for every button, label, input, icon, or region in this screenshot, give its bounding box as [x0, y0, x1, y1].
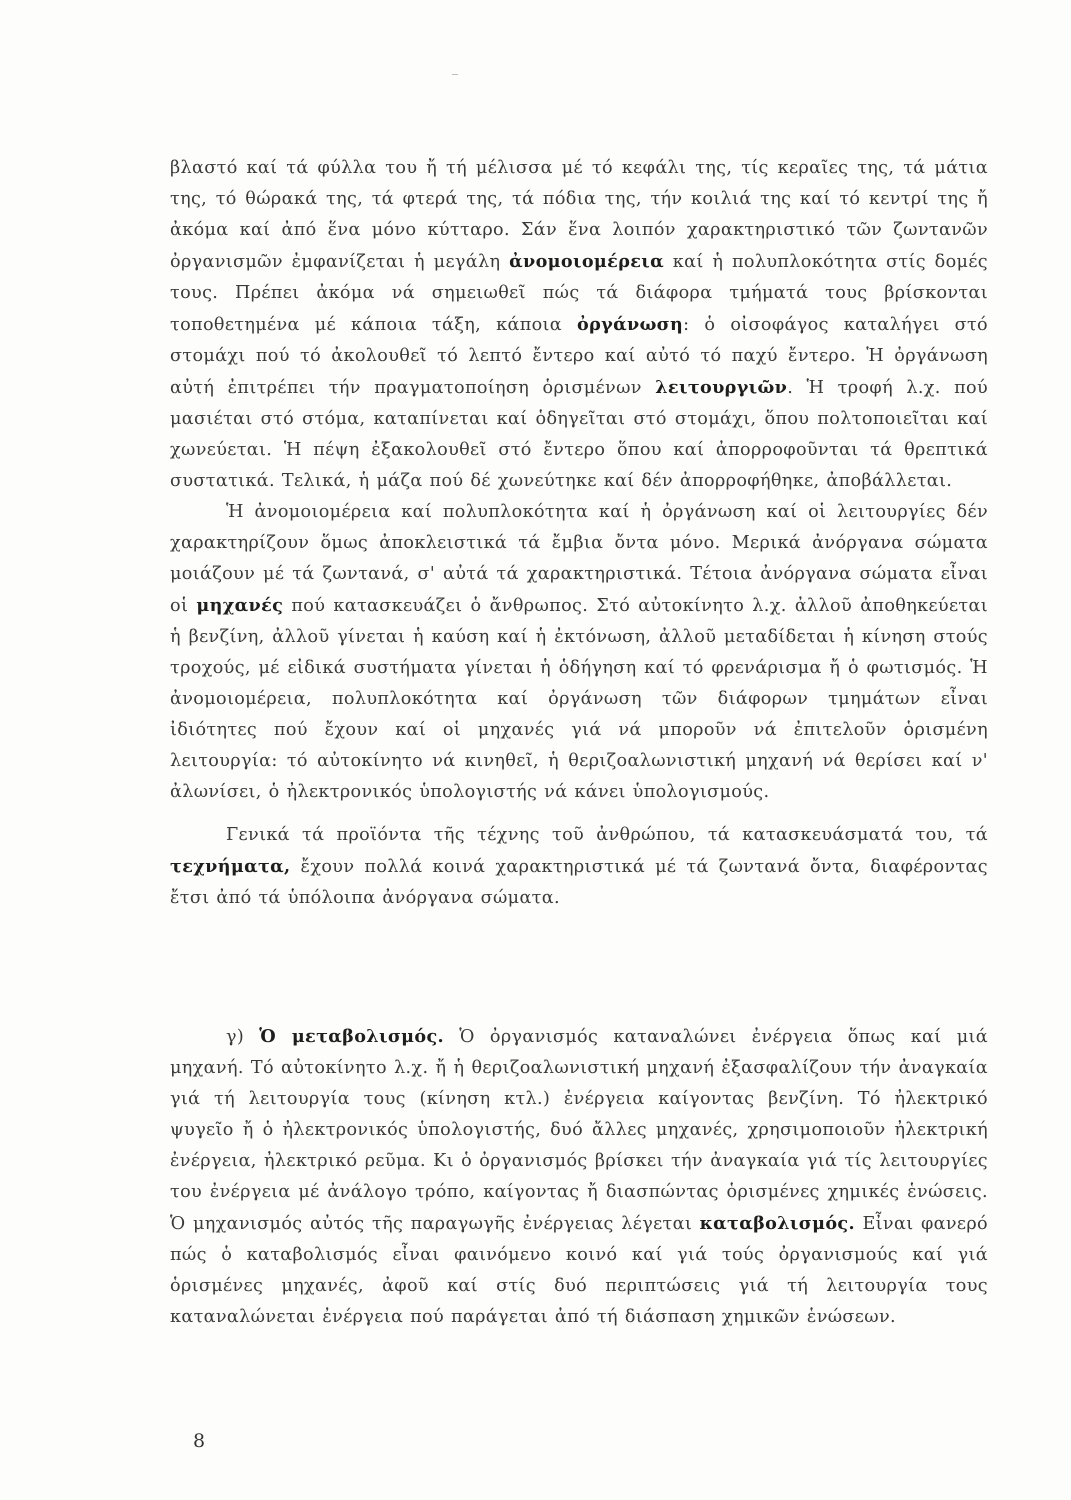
paragraph-metabolism — [170, 1021, 988, 1333]
paragraph-text: Ἡ ἀνομοιομέρεια καί πολυπλοκότητα καί ἡ ὀργάνωση καί οἱ λειτουργίες δέν χαρακτηρίζουν ὅμως ἀποκλειστικά τά ἔμβια ὄντα μόνο. Μερικά ἀνόργανα σώματα μοιάζουν μέ τά ζωντανά, σ' αὐτά τά χαρακτηριστικά. Τέτοια ἀνόργανα σώματα εἶναι οἱ — [170, 502, 988, 616]
paragraph-artifacts — [170, 820, 988, 914]
section-marker: γ) — [226, 1027, 260, 1047]
paragraph-text: . Ἡ τροφή λ.χ. πού μασιέται στό στόμα, καταπίνεται καί ὁδηγεῖται στό στομάχι, ὅπου πολτοποιεῖται καί χωνεύεται. Ἡ πέψη ἐξακολουθεῖ στό ἔντερο ὅπου καί ἀπορροφοῦνται τά θρεπτικά συστατικά. Τελικά, ἡ μάζα πού δέ χωνεύτηκε καί δέν ἀπορροφήθηκε, ἀποβάλλεται. — [170, 378, 988, 491]
upper-text-block — [170, 153, 988, 914]
term-mechanes: μηχανές — [196, 595, 284, 616]
paragraph-text: Ὁ ὀργανισμός καταναλώνει ἐνέργεια ὅπως καί μιά μηχανή. Τό αὐτοκίνητο λ.χ. ἤ ἡ θεριζοαλωνιστική μηχανή ἐξασφαλίζουν τήν ἀναγκαία γιά τή λειτουργία τους (κίνηση κτλ.) ἐνέργεια καίγοντας βενζίνη. Τό ἠλεκτρικό ψυγεῖο ἤ ὁ ἠλεκτρονικός ὑπολογιστής, δυό ἄλλες μηχανές, χρησιμοποιοῦν ἠλεκτρική ἐνέργεια, ἠλεκτρικό ρεῦμα. Κι ὁ ὀργανισμός βρίσκει τήν ἀναγκαία γιά τίς λειτουργίες του ἐνέργεια μέ ἀνάλογο τρόπο, καίγοντας ἤ διασπώντας ὁρισμένες χημικές ἑνώσεις. Ὁ μηχανισμός αὐτός τῆς παραγωγῆς ἐνέργειας λέγεται — [170, 1027, 988, 1234]
term-leitourgion: λειτουργιῶν — [655, 377, 788, 398]
term-technemata: τεχνήματα, — [170, 856, 291, 877]
scan-speck — [452, 74, 458, 75]
paragraph-continuation — [170, 153, 988, 497]
continuation-text: βλαστό καί τά φύλλα του ἤ τή μέλισσα μέ τό κεφάλι της, τίς κεραῖες της, τά μάτια της, τό θώρακά της, τά φτερά της, τά πόδια της, τήν κοιλιά της καί τό κεντρί της ἤ ἀκόμα καί ἀπό ἕνα μόνο κύτταρο. Σάν ἕνα λοιπόν χαρακτηριστικό τῶν ζωντανῶν ὀργανισμῶν ἐμφανίζεται ἡ μεγάλη — [170, 158, 988, 272]
section-metabolism — [170, 1021, 988, 1333]
term-anomoiomereia: ἀνομοιομέρεια — [509, 251, 665, 272]
paragraph-text: Γενικά τά προϊόντα τῆς τέχνης τοῦ ἀνθρώπου, τά κατασκευάσματά του, τά — [226, 825, 988, 845]
term-katabolismos: καταβολισμός. — [699, 1213, 855, 1234]
paragraph-machines — [170, 497, 988, 808]
term-organosi: ὀργάνωση — [577, 314, 684, 335]
page-number: 8 — [193, 1430, 206, 1452]
paragraph-text: ἔχουν πολλά κοινά χαρακτηριστικά μέ τά ζωντανά ὄντα, διαφέροντας ἔτσι ἀπό τά ὑπόλοιπα ἀνόργανα σώματα. — [170, 857, 988, 908]
paragraph-text: Εἶναι φανερό πώς ὁ καταβολισμός εἶναι φαινόμενο κοινό καί γιά τούς ὀργανισμούς καί γιά ὁρισμένες μηχανές, ἀφοῦ καί στίς δυό περιπτώσεις γιά τή λειτουργία τους καταναλώνεται ἐνέργεια πού παράγεται ἀπό τή διάσπαση χημικῶν ἑνώσεων. — [170, 1214, 988, 1327]
paragraph-text: : ὁ οἰσοφάγος καταλήγει στό στομάχι πού τό ἀκολουθεῖ τό λεπτό ἔντερο καί αὐτό τό παχύ ἔντερο. Ἡ ὀργάνωση αὐτή ἐπιτρέπει τήν πραγματοποίηση ὁρισμένων — [170, 315, 989, 398]
paragraph-text: καί ἡ πολυπλοκότητα στίς δομές τους. Πρέπει ἀκόμα νά σημειωθεῖ πώς τά διάφορα τμήματά τους βρίσκονται τοποθετημένα μέ κάποια τάξη, κάποια — [170, 252, 988, 335]
section-heading: Ὁ μεταβολισμός. — [259, 1026, 445, 1047]
paragraph-text: πού κατασκευάζει ὁ ἄνθρωπος. Στό αὐτοκίνητο λ.χ. ἀλλοῦ ἀποθηκεύεται ἡ βενζίνη, ἀλλοῦ γίνεται ἡ καύση καί ἡ ἐκτόνωση, ἀλλοῦ μεταδίδεται ἡ κίνηση στούς τροχούς, μέ εἰδικά συστήματα γίνεται ἡ ὁδήγηση καί τό φρενάρισμα ἤ ὁ φωτισμός. Ἡ ἀνομοιομέρεια, πολυπλοκότητα καί ὀργάνωση τῶν διάφορων τμημάτων εἶναι ἰδιότητες πού ἔχουν καί οἱ μηχανές γιά νά μποροῦν νά ἐπιτελοῦν ὁρισμένη λειτουργία: τό αὐτοκίνητο νά κινηθεῖ, ἡ θεριζοαλωνιστική μηχανή νά θερίσει καί ν' ἀλωνίσει, ὁ ἠλεκτρονικός ὑπολογιστής νά κάνει ὑπολογισμούς. — [170, 596, 988, 802]
